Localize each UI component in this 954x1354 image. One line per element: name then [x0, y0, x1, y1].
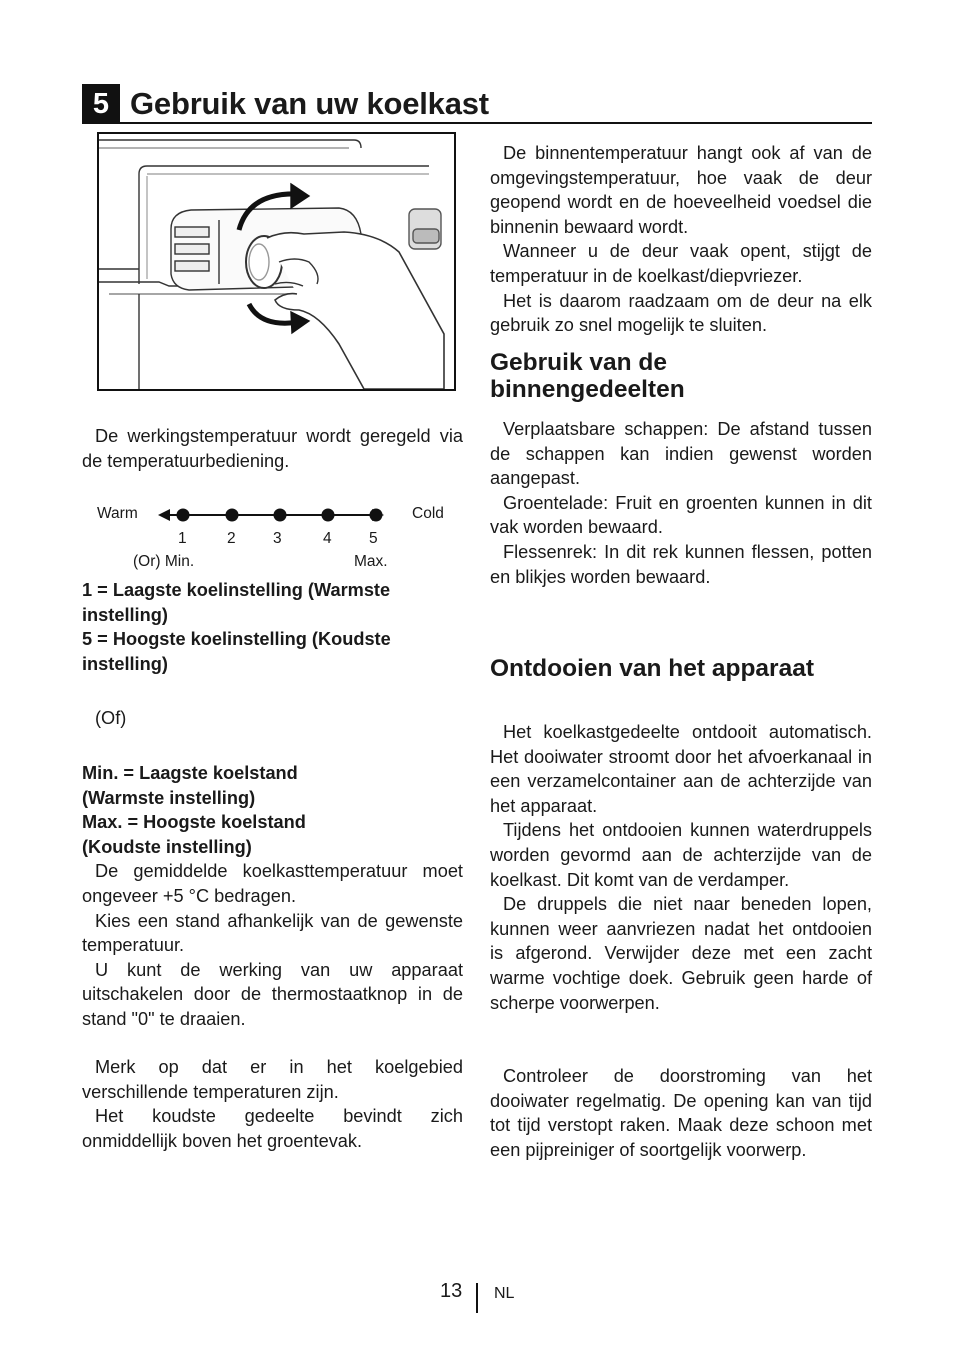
scale-dot-3 — [274, 509, 287, 522]
legend-setting-5: 5 = Hoogste koelinstelling (Koudste instelling) — [82, 629, 391, 674]
cold-label: Cold — [412, 505, 444, 522]
left-intro-block — [82, 424, 463, 473]
section-title: Gebruik van uw koelkast — [130, 86, 489, 121]
water-drops-paragraph: Tijdens het ontdooien kunnen waterdruppels worden gevormd aan de achterzijde van de koelkast. Dit komt van de verdamper. — [490, 820, 872, 890]
min-label: (Or) Min. — [133, 553, 195, 570]
legend-setting-1: 1 = Laagste koelinstelling (Warmste instelling) — [82, 580, 391, 625]
defrost-heading: Ontdooien van het apparaat — [490, 655, 814, 682]
interior-heading-line-2: binnengedeelten — [490, 376, 685, 403]
thermostat-knob-drawing — [99, 134, 454, 389]
interior-heading-line-1: Gebruik van de — [490, 349, 668, 376]
legend-max-line-2: (Koudste instelling) — [82, 836, 252, 857]
scale-dot-2 — [226, 509, 239, 522]
thermostat-illustration — [97, 132, 456, 391]
scale-dot-5 — [370, 509, 383, 522]
warm-label: Warm — [97, 505, 138, 522]
zones-block — [82, 1055, 463, 1153]
coldest-zone-paragraph: Het koudste gedeelte bevindt zich onmiddellijk boven het groentevak. — [82, 1106, 463, 1151]
shelves-paragraph: Verplaatsbare schappen: De afstand tussen de schappen kan indien gewenst worden aangepast. — [490, 419, 872, 489]
auto-defrost-paragraph: Het koelkastgedeelte ontdooit automatisch. Het dooiwater stroomt door het afvoerkanaal in een verzamelcontainer aan de achterzijde van het apparaat. — [490, 722, 872, 816]
legend-min-line-1: Min. = Laagste koelstand — [82, 763, 298, 783]
section-number-badge: 5 — [82, 84, 120, 124]
page-number: 13 — [440, 1280, 463, 1302]
footer-divider — [476, 1283, 478, 1313]
refreeze-paragraph: De druppels die niet naar beneden lopen, kunnen weer aanvriezen nadat het ontdooien is afgerond. Verwijder deze met een zacht warme vochtige doek. Gebruik geen harde of scherpe voorwerpen. — [490, 894, 872, 1013]
scale-dot-1 — [177, 509, 190, 522]
title-underline — [82, 122, 872, 124]
check-drain-block — [490, 1064, 872, 1162]
max-label: Max. — [354, 553, 388, 570]
scale-number-1: 1 — [178, 530, 187, 547]
scale-number-3: 3 — [273, 530, 282, 547]
ambient-temperature-paragraph: De binnentemperatuur hangt ook af van de omgevingstemperatuur, hoe vaak de deur geopend wordt en de hoeveelheid voedsel die binnenin bewaard wordt. — [490, 143, 872, 237]
language-code: NL — [494, 1285, 515, 1302]
door-opening-paragraph: Wanneer u de deur vaak opent, stijgt de temperatuur in de koelkast/diepvriezer. — [490, 241, 872, 286]
scale-number-5: 5 — [369, 530, 378, 547]
scale-dot-4 — [322, 509, 335, 522]
ambient-block — [490, 141, 872, 338]
choose-setting-paragraph: Kies een stand afhankelijk van de gewenste temperatuur. — [82, 910, 463, 956]
interior-heading — [490, 349, 685, 403]
warm-arrow-icon — [158, 509, 170, 521]
min-max-block — [82, 761, 463, 1032]
legend-min-line-2: (Warmste instelling) — [82, 787, 256, 808]
defrost-block — [490, 720, 872, 1015]
or-text: (Of) — [95, 708, 127, 728]
temperature-zones-paragraph: Merk op dat er in het koelgebied verschillende temperaturen zijn. — [82, 1057, 463, 1102]
scale-number-4: 4 — [323, 530, 332, 547]
crisper-paragraph: Groentelade: Fruit en groenten kunnen in dit vak worden bewaard. — [490, 492, 872, 538]
interior-block — [490, 417, 872, 589]
check-drain-paragraph: Controleer de doorstroming van het dooiwater regelmatig. De opening kan van tijd tot tijd verstopt raken. Maak deze schoon met een pijpreiniger of soortgelijk voorwerp. — [490, 1066, 872, 1160]
scale-legend-block — [82, 578, 463, 676]
bottle-rack-paragraph: Flessenrek: In dit rek kunnen flessen, potten en blikjes worden bewaard. — [490, 541, 872, 587]
intro-paragraph: De werkingstemperatuur wordt geregeld via de temperatuurbediening. — [82, 426, 463, 471]
legend-max-line-1: Max. = Hoogste koelstand — [82, 812, 306, 833]
temperature-scale — [82, 500, 463, 580]
or-block — [82, 706, 463, 731]
average-temperature-paragraph: De gemiddelde koelkasttemperatuur moet ongeveer +5 °C bedragen. — [82, 861, 463, 906]
switch-off-paragraph: U kunt de werking van uw apparaat uitschakelen door de thermostaatknop in de stand "0" te draaien. — [82, 959, 463, 1029]
close-door-paragraph: Het is daarom raadzaam om de deur na elk gebruik zo snel mogelijk te sluiten. — [490, 290, 872, 336]
scale-number-2: 2 — [227, 530, 236, 547]
